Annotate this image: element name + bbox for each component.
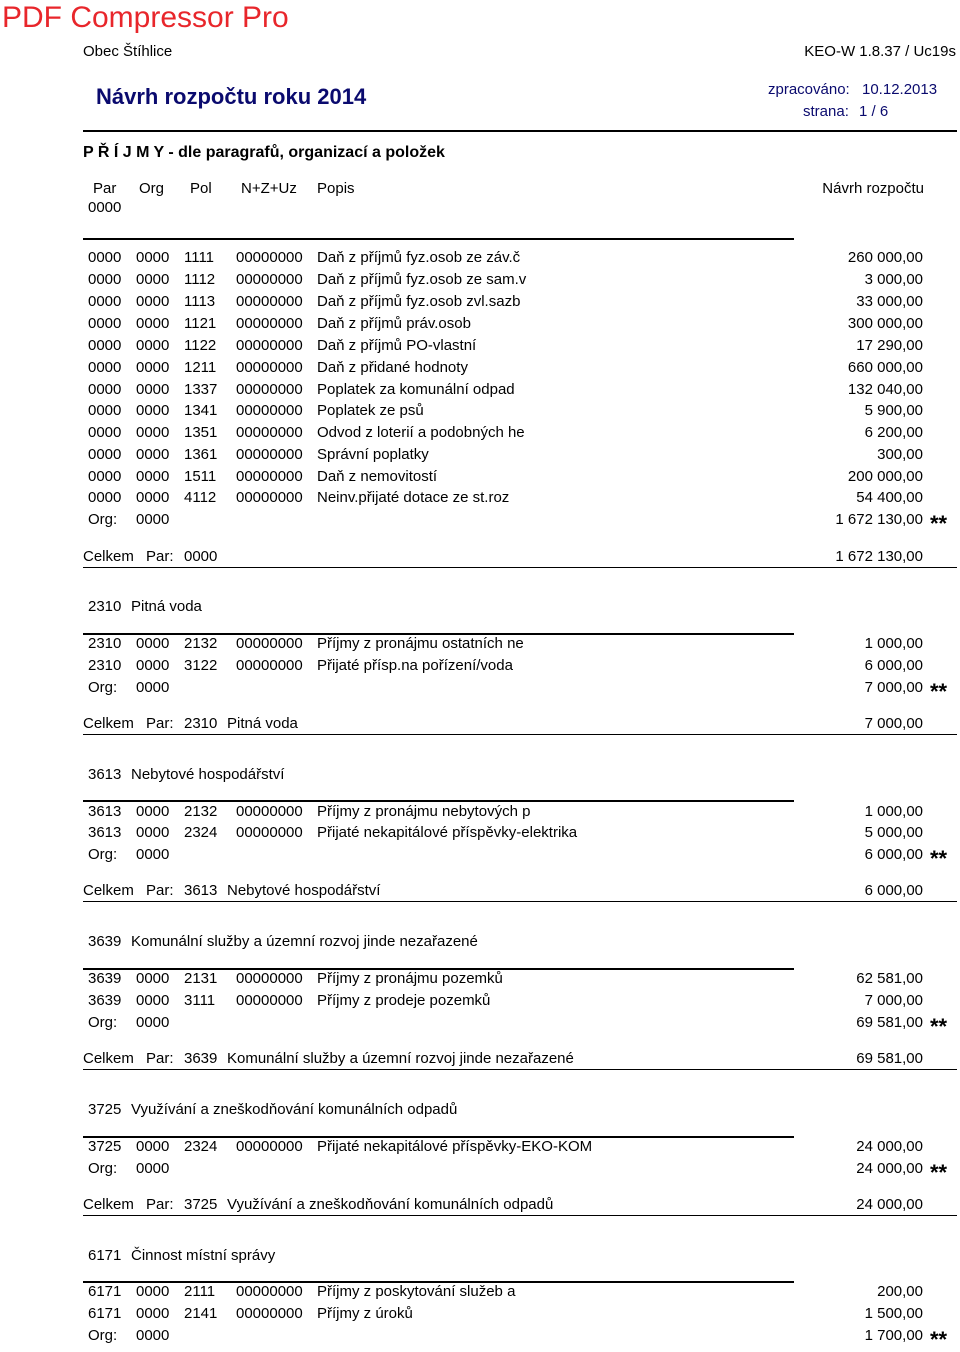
section-total: 7 000,00 bbox=[864, 715, 923, 732]
total-par-code: 3725 bbox=[184, 1196, 218, 1213]
section-name: Činnost místní správy bbox=[131, 1247, 276, 1264]
cell-pol: 3111 bbox=[184, 992, 216, 1009]
cell-pol: 2324 bbox=[184, 1138, 218, 1155]
cell-nzuz: 00000000 bbox=[236, 249, 303, 266]
cell-amount: 260 000,00 bbox=[847, 249, 923, 266]
cell-org: 0000 bbox=[136, 446, 170, 463]
cell-org: 0000 bbox=[136, 249, 170, 266]
cell-par: 0000 bbox=[88, 271, 122, 288]
subtotal-stars: ** bbox=[930, 1327, 948, 1352]
cell-popis: Přijaté nekapitálové příspěvky-elektrika bbox=[317, 824, 578, 841]
header-rule bbox=[83, 130, 957, 132]
cell-par: 6171 bbox=[88, 1283, 122, 1300]
cell-pol: 1111 bbox=[184, 249, 215, 266]
cell-par: 3725 bbox=[88, 1138, 122, 1155]
cell-pol: 4112 bbox=[184, 489, 217, 506]
cell-org: 0000 bbox=[136, 468, 170, 485]
page-number: 1 / 6 bbox=[859, 103, 889, 120]
cell-par: 0000 bbox=[88, 424, 122, 441]
cell-popis: Přijaté nekapitálové příspěvky-EKO-KOM bbox=[317, 1138, 593, 1155]
section-total: 6 000,00 bbox=[864, 882, 923, 899]
cell-org: 0000 bbox=[136, 970, 170, 987]
cell-amount: 54 400,00 bbox=[856, 489, 923, 506]
total-rule bbox=[83, 1069, 957, 1070]
org-code: 0000 bbox=[136, 511, 170, 528]
watermark: PDF Compressor Pro bbox=[2, 1, 289, 34]
total-label: Celkem bbox=[83, 1196, 134, 1213]
section-total: 69 581,00 bbox=[856, 1050, 923, 1067]
cell-org: 0000 bbox=[136, 359, 170, 376]
cell-nzuz: 00000000 bbox=[236, 1305, 303, 1322]
cell-amount: 5 900,00 bbox=[864, 402, 923, 419]
cell-org: 0000 bbox=[136, 424, 170, 441]
total-par-label: Par: bbox=[146, 548, 174, 565]
cell-org: 0000 bbox=[136, 635, 170, 652]
cell-amount: 132 040,00 bbox=[847, 381, 923, 398]
org-label: Org: bbox=[88, 1014, 118, 1031]
processed-label: zpracováno: bbox=[768, 81, 850, 98]
cell-par: 3613 bbox=[88, 824, 122, 841]
cell-popis: Daň z příjmů fyz.osob ze sam.v bbox=[317, 271, 527, 288]
cell-nzuz: 00000000 bbox=[236, 803, 303, 820]
total-par-code: 0000 bbox=[184, 548, 218, 565]
cell-par: 2310 bbox=[88, 657, 122, 674]
org-code: 0000 bbox=[136, 1327, 170, 1344]
cell-par: 6171 bbox=[88, 1305, 122, 1322]
cell-org: 0000 bbox=[136, 992, 170, 1009]
cell-popis: Neinv.přijaté dotace ze st.roz bbox=[317, 489, 510, 506]
cell-par: 0000 bbox=[88, 249, 122, 266]
cell-par: 0000 bbox=[88, 381, 122, 398]
cell-par: 0000 bbox=[88, 489, 122, 506]
total-rule bbox=[83, 567, 957, 568]
cell-popis: Příjmy z pronájmu pozemků bbox=[317, 970, 503, 987]
subtotal-stars: ** bbox=[930, 511, 948, 536]
cell-nzuz: 00000000 bbox=[236, 635, 303, 652]
cell-par: 0000 bbox=[88, 446, 122, 463]
subtotal-stars: ** bbox=[930, 846, 948, 871]
org-subtotal: 6 000,00 bbox=[864, 846, 923, 863]
col-header-org: Org bbox=[139, 180, 165, 197]
cell-amount: 200,00 bbox=[877, 1283, 923, 1300]
section-code: 3725 bbox=[88, 1101, 122, 1118]
cell-amount: 62 581,00 bbox=[856, 970, 923, 987]
cell-org: 0000 bbox=[136, 1138, 170, 1155]
total-label: Celkem bbox=[83, 1050, 134, 1067]
org-code: 0000 bbox=[136, 846, 170, 863]
section-code: 0000 bbox=[88, 199, 122, 216]
col-header-pol: Pol bbox=[190, 180, 212, 197]
cell-amount: 1 000,00 bbox=[864, 635, 923, 652]
section-code: 6171 bbox=[88, 1247, 122, 1264]
cell-par: 2310 bbox=[88, 635, 122, 652]
org-label: Org: bbox=[88, 511, 118, 528]
cell-pol: 1511 bbox=[184, 468, 217, 485]
cell-popis: Daň z příjmů fyz.osob zvl.sazb bbox=[317, 293, 521, 310]
cell-par: 0000 bbox=[88, 402, 122, 419]
col-header-par: Par bbox=[93, 180, 117, 197]
org-label: Org: bbox=[88, 846, 118, 863]
cell-nzuz: 00000000 bbox=[236, 824, 303, 841]
section-total: 1 672 130,00 bbox=[835, 548, 923, 565]
section-name: Komunální služby a územní rozvoj jinde nezařazené bbox=[131, 933, 478, 950]
cell-org: 0000 bbox=[136, 803, 170, 820]
total-rule bbox=[83, 901, 957, 902]
org-label: Org: bbox=[88, 1327, 118, 1344]
cell-popis: Správní poplatky bbox=[317, 446, 429, 463]
col-header-navrh: Návrh rozpočtu bbox=[822, 180, 924, 197]
cell-pol: 2132 bbox=[184, 803, 218, 820]
cell-amount: 300,00 bbox=[877, 446, 923, 463]
cell-amount: 660 000,00 bbox=[847, 359, 923, 376]
section-code: 3639 bbox=[88, 933, 122, 950]
cell-par: 3639 bbox=[88, 970, 122, 987]
section-code: 3613 bbox=[88, 766, 122, 783]
cell-par: 3613 bbox=[88, 803, 122, 820]
page-label: strana: bbox=[803, 103, 849, 120]
cell-pol: 1113 bbox=[184, 293, 216, 310]
cell-nzuz: 00000000 bbox=[236, 489, 303, 506]
cell-nzuz: 00000000 bbox=[236, 293, 303, 310]
cell-popis: Příjmy z pronájmu nebytových p bbox=[317, 803, 531, 820]
cell-amount: 7 000,00 bbox=[864, 992, 923, 1009]
cell-pol: 1211 bbox=[184, 359, 217, 376]
cell-pol: 1341 bbox=[184, 402, 218, 419]
total-par-label: Par: bbox=[146, 1196, 174, 1213]
cell-pol: 3122 bbox=[184, 657, 218, 674]
cell-popis: Příjmy z poskytování služeb a bbox=[317, 1283, 516, 1300]
cell-org: 0000 bbox=[136, 489, 170, 506]
cell-nzuz: 00000000 bbox=[236, 468, 303, 485]
cell-popis: Příjmy z prodeje pozemků bbox=[317, 992, 491, 1009]
cell-amount: 6 200,00 bbox=[864, 424, 923, 441]
cell-org: 0000 bbox=[136, 337, 170, 354]
cell-org: 0000 bbox=[136, 824, 170, 841]
total-par-label: Par: bbox=[146, 715, 174, 732]
cell-pol: 2141 bbox=[184, 1305, 218, 1322]
cell-amount: 200 000,00 bbox=[847, 468, 923, 485]
cell-nzuz: 00000000 bbox=[236, 424, 303, 441]
cell-nzuz: 00000000 bbox=[236, 1138, 303, 1155]
org-subtotal: 1 700,00 bbox=[864, 1327, 923, 1344]
org-subtotal: 24 000,00 bbox=[856, 1160, 923, 1177]
cell-org: 0000 bbox=[136, 1305, 170, 1322]
cell-amount: 1 000,00 bbox=[864, 803, 923, 820]
total-par-name: Pitná voda bbox=[227, 715, 298, 732]
cell-amount: 5 000,00 bbox=[864, 824, 923, 841]
subtotal-stars: ** bbox=[930, 1014, 948, 1039]
cell-pol: 2324 bbox=[184, 824, 218, 841]
cell-org: 0000 bbox=[136, 315, 170, 332]
cell-pol: 1361 bbox=[184, 446, 218, 463]
total-rule bbox=[83, 734, 957, 735]
cell-popis: Daň z příjmů fyz.osob ze záv.č bbox=[317, 249, 521, 266]
total-par-code: 3613 bbox=[184, 882, 218, 899]
cell-nzuz: 00000000 bbox=[236, 657, 303, 674]
total-par-name: Komunální služby a územní rozvoj jinde nezařazené bbox=[227, 1050, 574, 1067]
cell-popis: Daň z přidané hodnoty bbox=[317, 359, 468, 376]
col-header-popis: Popis bbox=[317, 180, 355, 197]
section-name: Pitná voda bbox=[131, 598, 202, 615]
cell-popis: Daň z nemovitostí bbox=[317, 468, 438, 485]
cell-amount: 1 500,00 bbox=[864, 1305, 923, 1322]
cell-org: 0000 bbox=[136, 381, 170, 398]
cell-popis: Daň z příjmů práv.osob bbox=[317, 315, 471, 332]
system-version: KEO-W 1.8.37 / Uc19s bbox=[804, 43, 956, 60]
cell-popis: Daň z příjmů PO-vlastní bbox=[317, 337, 477, 354]
col-header-nzuz: N+Z+Uz bbox=[241, 180, 297, 197]
total-par-name: Nebytové hospodářství bbox=[227, 882, 381, 899]
cell-org: 0000 bbox=[136, 271, 170, 288]
cell-popis: Přijaté přísp.na pořízení/voda bbox=[317, 657, 513, 674]
cell-pol: 1122 bbox=[184, 337, 217, 354]
cell-par: 0000 bbox=[88, 337, 122, 354]
org-label: Org: bbox=[88, 679, 118, 696]
subtotal-stars: ** bbox=[930, 1160, 948, 1185]
cell-nzuz: 00000000 bbox=[236, 1283, 303, 1300]
cell-nzuz: 00000000 bbox=[236, 381, 303, 398]
municipality-name: Obec Štíhlice bbox=[83, 43, 173, 60]
report-subtitle: P Ř Í J M Y - dle paragrafů, organizací a položek bbox=[83, 144, 445, 161]
total-par-label: Par: bbox=[146, 1050, 174, 1067]
cell-popis: Poplatek za komunální odpad bbox=[317, 381, 515, 398]
cell-nzuz: 00000000 bbox=[236, 402, 303, 419]
cell-pol: 2131 bbox=[184, 970, 218, 987]
cell-nzuz: 00000000 bbox=[236, 446, 303, 463]
cell-amount: 17 290,00 bbox=[856, 337, 923, 354]
org-subtotal: 7 000,00 bbox=[864, 679, 923, 696]
cell-par: 3639 bbox=[88, 992, 122, 1009]
total-rule bbox=[83, 1215, 957, 1216]
section-rule bbox=[83, 238, 794, 240]
cell-par: 0000 bbox=[88, 359, 122, 376]
cell-org: 0000 bbox=[136, 402, 170, 419]
total-par-label: Par: bbox=[146, 882, 174, 899]
cell-par: 0000 bbox=[88, 293, 122, 310]
cell-popis: Příjmy z úroků bbox=[317, 1305, 413, 1322]
org-subtotal: 1 672 130,00 bbox=[835, 511, 923, 528]
cell-nzuz: 00000000 bbox=[236, 337, 303, 354]
section-name: Využívání a zneškodňování komunálních odpadů bbox=[131, 1101, 458, 1118]
cell-pol: 1121 bbox=[184, 315, 217, 332]
cell-nzuz: 00000000 bbox=[236, 315, 303, 332]
page-title: Návrh rozpočtu roku 2014 bbox=[96, 84, 367, 109]
org-code: 0000 bbox=[136, 1014, 170, 1031]
cell-amount: 33 000,00 bbox=[856, 293, 923, 310]
total-par-code: 2310 bbox=[184, 715, 218, 732]
section-code: 2310 bbox=[88, 598, 122, 615]
cell-org: 0000 bbox=[136, 657, 170, 674]
cell-nzuz: 00000000 bbox=[236, 359, 303, 376]
cell-par: 0000 bbox=[88, 315, 122, 332]
total-label: Celkem bbox=[83, 715, 134, 732]
cell-pol: 2111 bbox=[184, 1283, 216, 1300]
cell-amount: 6 000,00 bbox=[864, 657, 923, 674]
cell-amount: 24 000,00 bbox=[856, 1138, 923, 1155]
cell-popis: Příjmy z pronájmu ostatních ne bbox=[317, 635, 524, 652]
section-name: Nebytové hospodářství bbox=[131, 766, 285, 783]
cell-popis: Odvod z loterií a podobných he bbox=[317, 424, 525, 441]
section-rule bbox=[83, 800, 794, 802]
cell-amount: 300 000,00 bbox=[847, 315, 923, 332]
total-par-code: 3639 bbox=[184, 1050, 218, 1067]
cell-popis: Poplatek ze psů bbox=[317, 402, 424, 419]
total-label: Celkem bbox=[83, 548, 134, 565]
cell-nzuz: 00000000 bbox=[236, 992, 303, 1009]
cell-org: 0000 bbox=[136, 293, 170, 310]
cell-par: 0000 bbox=[88, 468, 122, 485]
cell-pol: 1112 bbox=[184, 271, 216, 288]
cell-org: 0000 bbox=[136, 1283, 170, 1300]
org-code: 0000 bbox=[136, 679, 170, 696]
cell-pol: 2132 bbox=[184, 635, 218, 652]
total-par-name: Využívání a zneškodňování komunálních odpadů bbox=[227, 1196, 554, 1213]
org-code: 0000 bbox=[136, 1160, 170, 1177]
cell-pol: 1337 bbox=[184, 381, 218, 398]
processed-date: 10.12.2013 bbox=[862, 81, 938, 98]
org-label: Org: bbox=[88, 1160, 118, 1177]
cell-amount: 3 000,00 bbox=[864, 271, 923, 288]
cell-nzuz: 00000000 bbox=[236, 970, 303, 987]
subtotal-stars: ** bbox=[930, 679, 948, 704]
cell-nzuz: 00000000 bbox=[236, 271, 303, 288]
total-label: Celkem bbox=[83, 882, 134, 899]
cell-pol: 1351 bbox=[184, 424, 218, 441]
org-subtotal: 69 581,00 bbox=[856, 1014, 923, 1031]
section-total: 24 000,00 bbox=[856, 1196, 923, 1213]
